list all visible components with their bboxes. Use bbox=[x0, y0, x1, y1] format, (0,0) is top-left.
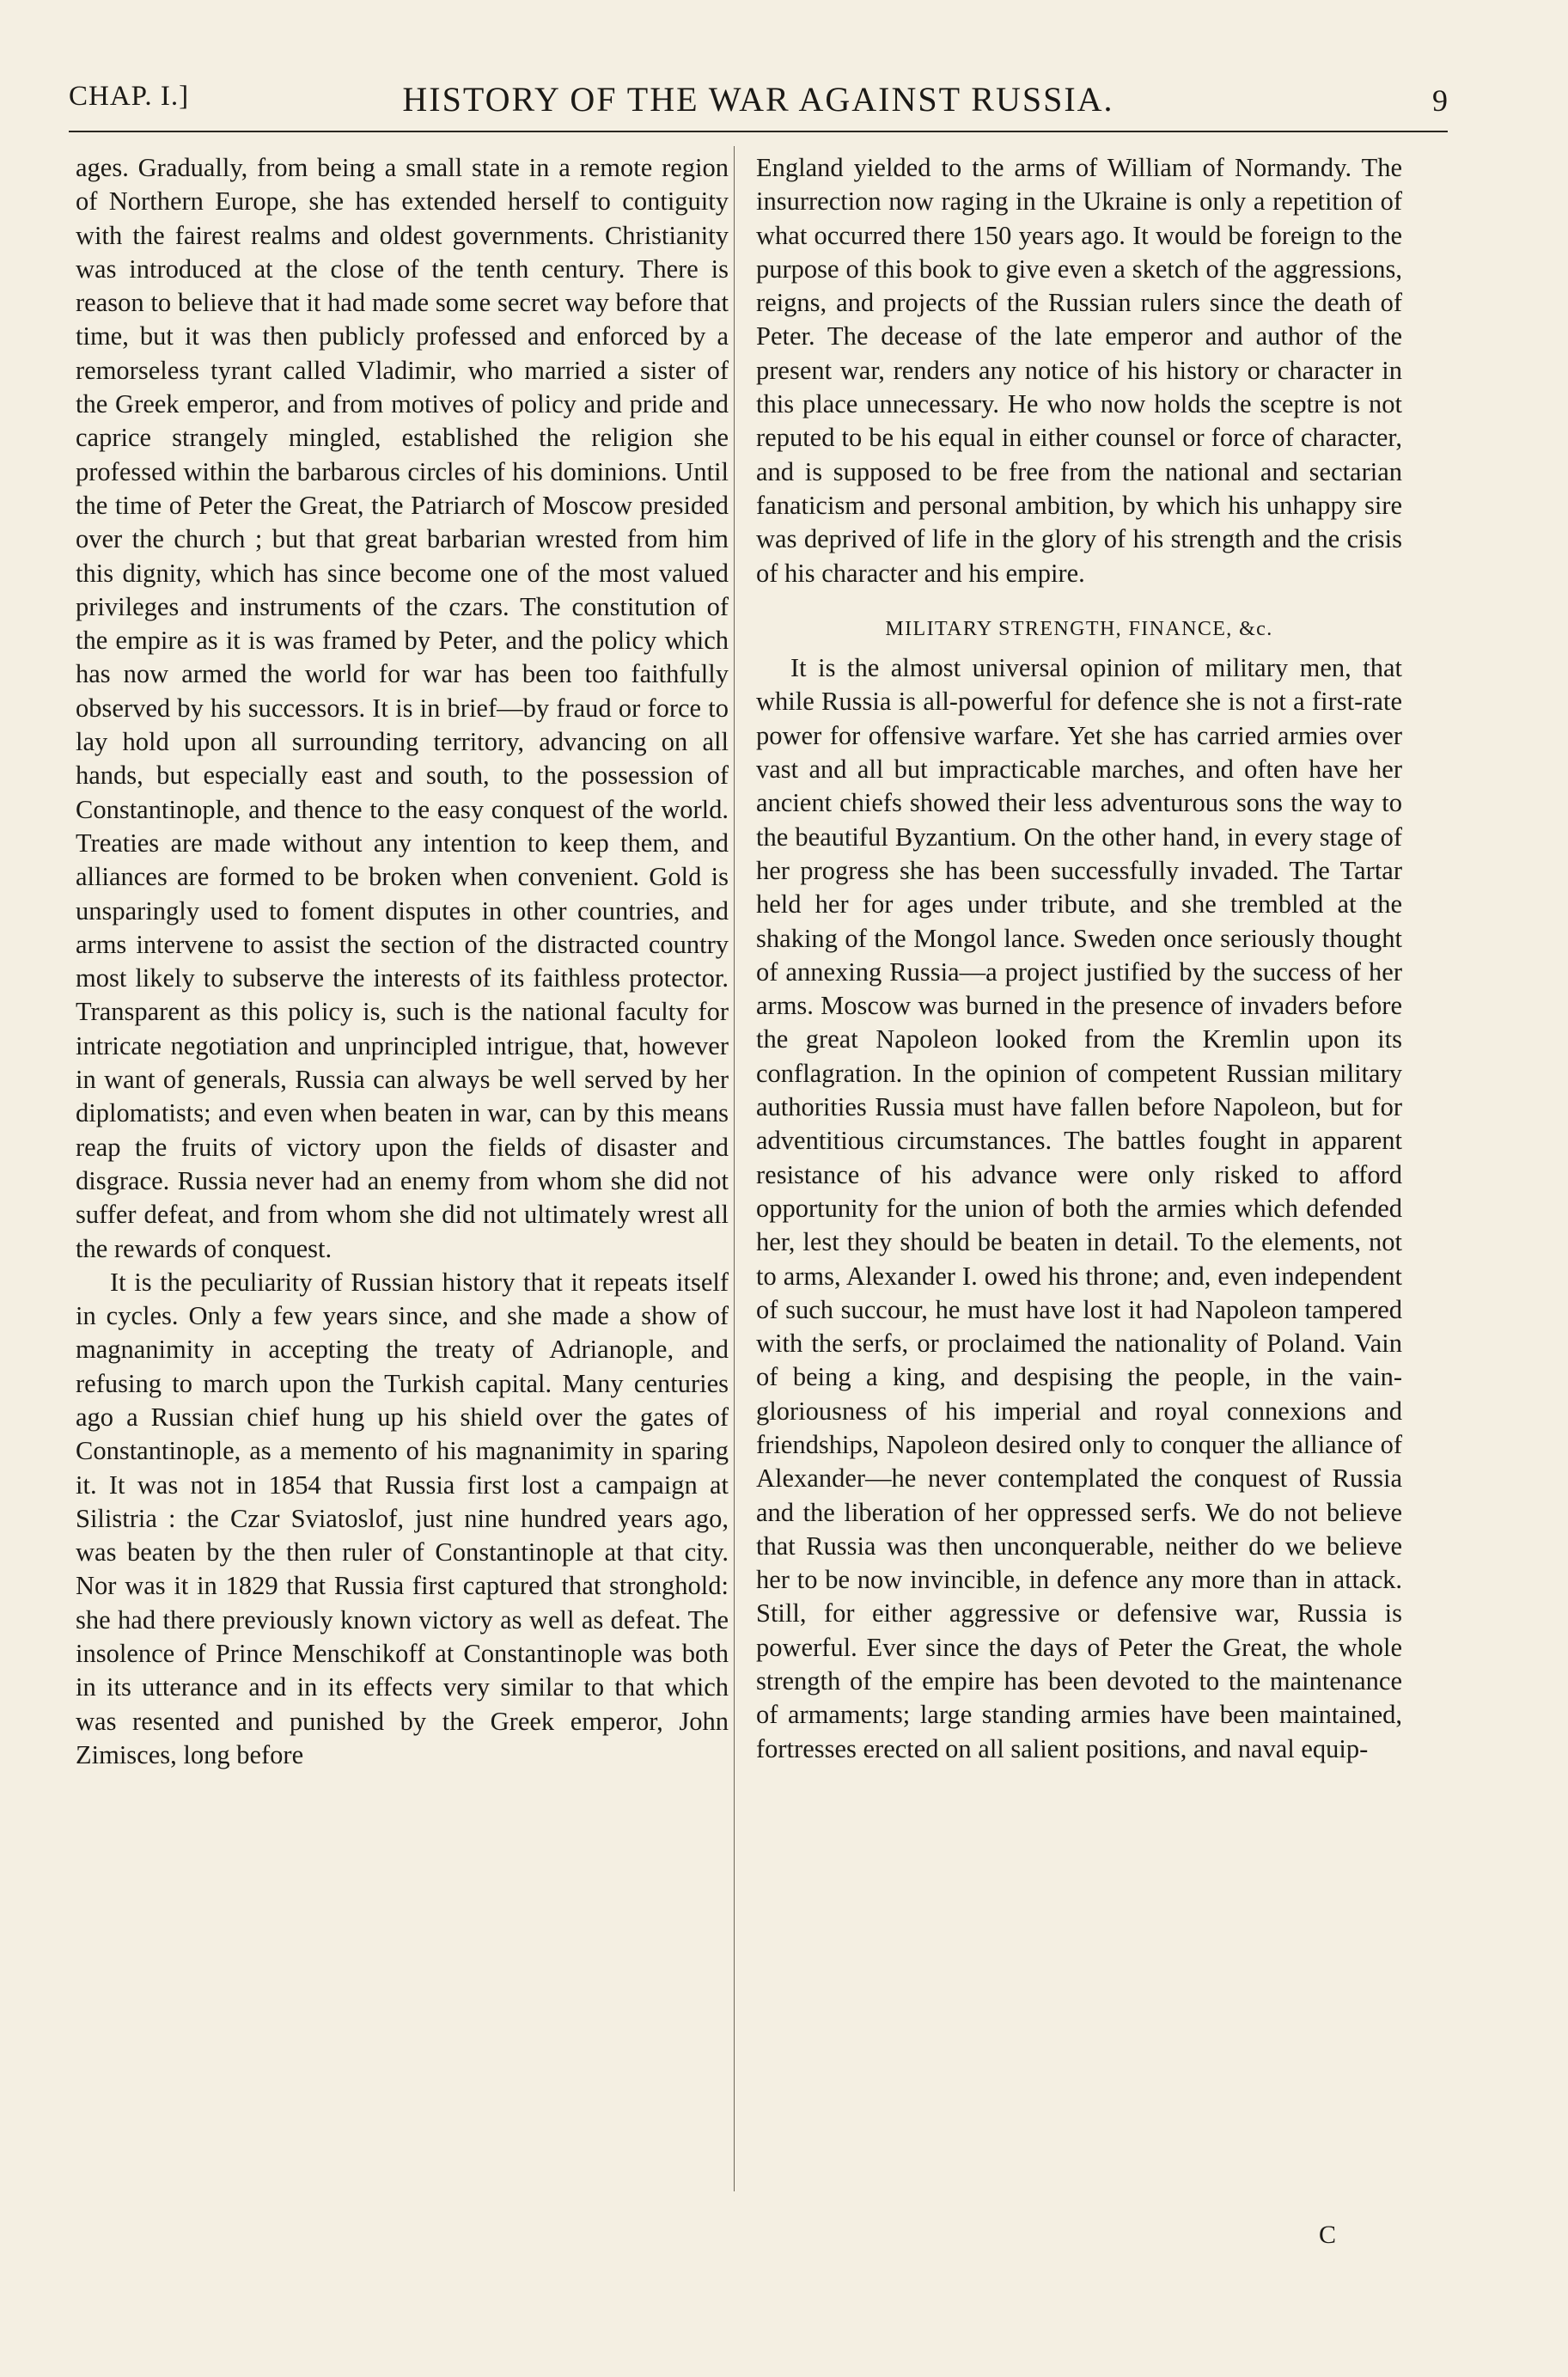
signature-mark: C bbox=[1319, 2221, 1337, 2249]
running-title: HISTORY OF THE WAR AGAINST RUSSIA. bbox=[402, 80, 1114, 119]
right-column bbox=[756, 151, 1402, 1766]
left-paragraph-2: It is the peculiarity of Russian history that it repeats itself in cycles. Only a few years since, and she made a show of magnanimity in accepting the treaty of Adrianople, and refusing to march upon the Turkish capital. Many centuries ago a Russian chief hung up his shield over the gates of Constantinople, as a memento of his magnanimity in sparing it. It was not in 1854 that Russia first lost a campaign at Silistria : the Czar Sviatoslof, just nine hundred years ago, was beaten by the then ruler of Constantinople at that city. Nor was it in 1829 that Russia first captured that stronghold: she had there previously known victory as well as defeat. The insolence of Prince Menschikoff at Constantinople was both in its utterance and in its effects very similar to that which was resented and punished by the Greek emperor, John Zimisces, long before bbox=[76, 1267, 729, 1769]
page-number: 9 bbox=[1432, 83, 1448, 118]
column-divider bbox=[734, 146, 735, 2191]
running-header bbox=[69, 79, 1448, 132]
left-column bbox=[76, 151, 729, 1772]
right-paragraph-1: England yielded to the arms of William of Normandy. The insurrection now raging in the Ukraine is only a repetition of what occurred there 150 years ago. It would be foreign to the purpose of this book to give even a sketch of the aggressions, reigns, and projects of the Russian rulers since the death of Peter. The decease of the late emperor and author of the present war, renders any notice of his history or character in this place unnecessary. He who now holds the sceptre is not reputed to be his equal in either counsel or force of character, and is supposed to be free from the national and sectarian fanaticism and personal ambition, by which his unhappy sire was deprived of life in the glory of his strength and the crisis of his character and his empire. bbox=[756, 153, 1402, 588]
section-heading: MILITARY STRENGTH, FINANCE, &c. bbox=[885, 617, 1273, 640]
right-paragraph-2: It is the almost universal opinion of military men, that while Russia is all-powerful for defence she is not a first-rate power for offensive warfare. Yet she has carried armies over vast and all but impracticable marches, and often have her ancient chiefs showed their less adventurous sons the way to the beautiful Byzantium. On the other hand, in every stage of her progress she has been successfully invaded. The Tartar held her for ages under tribute, and she trembled at the shaking of the Mongol lance. Sweden once seriously thought of annexing Russia—a project justified by the success of her arms. Moscow was burned in the presence of invaders before the great Napoleon looked from the Kremlin upon its conflagration. In the opinion of competent Russian military authorities Russia must have fallen before Napoleon, but for adventitious circumstances. The battles fought in apparent resistance of his advance were only risked to afford opportunity for the union of both the armies which defended her, lest they should be beaten in detail. To the elements, not to arms, Alexander I. owed his throne; and, even independent of such succour, he must have lost it had Napoleon tampered with the serfs, or proclaimed the nationality of Poland. Vain of being a king, and despising the people, in the vain-gloriousness of his imperial and royal connexions and friendships, Napoleon desired only to conquer the alliance of Alexander—he never contemplated the conquest of Russia and the liberation of her oppressed serfs. We do not believe that Russia was then unconquerable, neither do we believe her to be now invincible, in defence any more than in attack. Still, for either aggressive or defensive war, Russia is powerful. Ever since the days of Peter the Great, the whole strength of the empire has been devoted to the maintenance of armaments; large standing armies have been maintained, fortresses erected on all salient positions, and naval equip- bbox=[756, 653, 1402, 1763]
chapter-label: CHAP. I.] bbox=[69, 81, 190, 112]
left-paragraph-1: ages. Gradually, from being a small state in a remote region of Northern Europe, she has extended herself to contiguity with the fairest realms and oldest governments. Christianity was introduced at the close of the tenth century. There is reason to believe that it had made some secret way before that time, but it was then publicly professed and enforced by a remorseless tyrant called Vladimir, who married a sister of the Greek emperor, and from motives of policy and pride and caprice strangely mingled, established the religion she professed within the barbarous circles of his dominions. Until the time of Peter the Great, the Patriarch of Moscow presided over the church ; but that great barbarian wrested from him this dignity, which has since become one of the most valued privileges and instruments of the czars. The constitution of the empire as it is was framed by Peter, and the policy which has now armed the world for war has been too faithfully observed by his successors. It is in brief—by fraud or force to lay hold upon all surrounding territory, advancing on all hands, but especially east and south, to the possession of Constantinople, and thence to the easy conquest of the world. Treaties are made without any intention to keep them, and alliances are formed to be broken when convenient. Gold is unsparingly used to foment disputes in other countries, and arms intervene to assist the section of the distracted country most likely to subserve the interests of its faithless protector. Transparent as this policy is, such is the national faculty for intricate negotiation and unprincipled intrigue, that, however in want of generals, Russia can always be well served by her diplomatists; and even when beaten in war, can by this means reap the fruits of victory upon the fields of disaster and disgrace. Russia never had an enemy from whom she did not suffer defeat, and from whom she did not ultimately wrest all the rewards of conquest. bbox=[76, 153, 729, 1263]
